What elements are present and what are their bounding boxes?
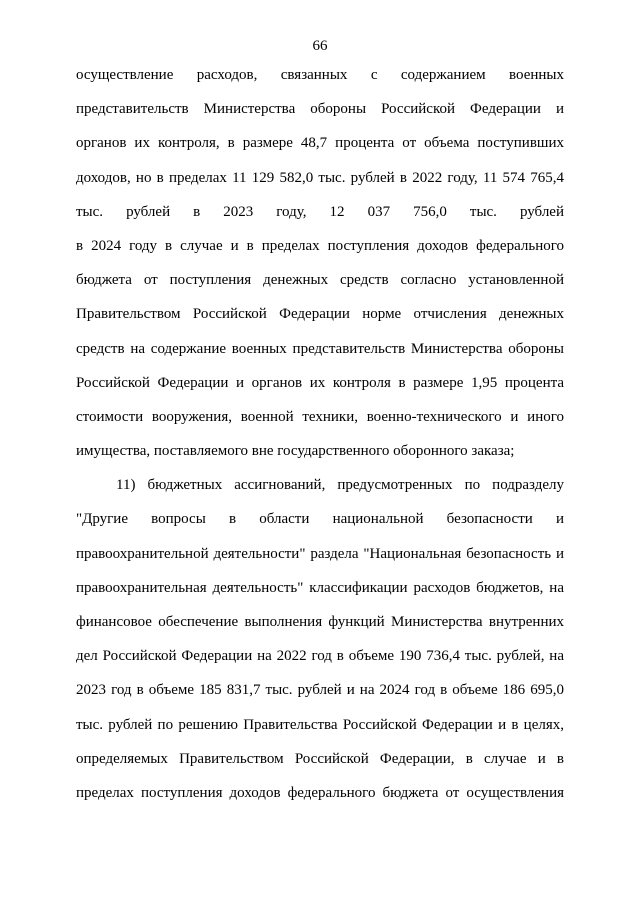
text-line: бюджета от поступления денежных средств согласно установленной <box>76 272 564 289</box>
body-text <box>76 64 564 816</box>
text-line: правоохранительная деятельность" классификации расходов бюджетов, на <box>76 579 564 596</box>
text-line: осуществление расходов, связанных с содержанием военных <box>76 67 564 83</box>
text-line: средств на содержание военных представительств Министерства обороны <box>76 340 564 357</box>
text-line: дел Российской Федерации на 2022 год в объеме 190 736,4 тыс. рублей, на <box>76 648 564 665</box>
paragraph-end-line: имущества, поставляемого вне государственного оборонного заказа; <box>76 443 515 460</box>
text-line: стоимости вооружения, военной техники, военно-технического и иного <box>76 408 564 425</box>
text-line: пределах поступления доходов федерального бюджета от осуществления <box>76 784 564 801</box>
text-line: финансовое обеспечение выполнения функций Министерства внутренних <box>76 614 564 630</box>
text-line: доходов, но в пределах 11 129 582,0 тыс. рублей в 2022 году, 11 574 765,4 <box>76 169 564 186</box>
text-line: тыс. рублей по решению Правительства Российской Федерации и в целях, <box>76 716 564 733</box>
text-line: органов их контроля, в размере 48,7 процента от объема поступивших <box>76 135 564 152</box>
text-line: Российской Федерации и органов их контроля в размере 1,95 процента <box>76 374 564 391</box>
paragraph-start-line: 11) бюджетных ассигнований, предусмотренных по подразделу <box>116 477 564 494</box>
text-line: "Другие вопросы в области национальной безопасности и <box>76 511 564 528</box>
text-line: представительств Министерства обороны Российской Федерации и <box>76 101 564 118</box>
text-line: правоохранительной деятельности" раздела "Национальная безопасность и <box>76 545 564 562</box>
text-line: 2023 год в объеме 185 831,7 тыс. рублей и на 2024 год в объеме 186 695,0 <box>76 682 564 699</box>
text-line: в 2024 году в случае и в пределах поступления доходов федерального <box>76 237 564 254</box>
text-line: определяемых Правительством Российской Федерации, в случае и в <box>76 750 564 767</box>
text-line: тыс. рублей в 2023 году, 12 037 756,0 тыс. рублей <box>76 203 564 220</box>
text-line: Правительством Российской Федерации норме отчисления денежных <box>76 306 564 323</box>
page-number: 66 <box>312 38 328 54</box>
